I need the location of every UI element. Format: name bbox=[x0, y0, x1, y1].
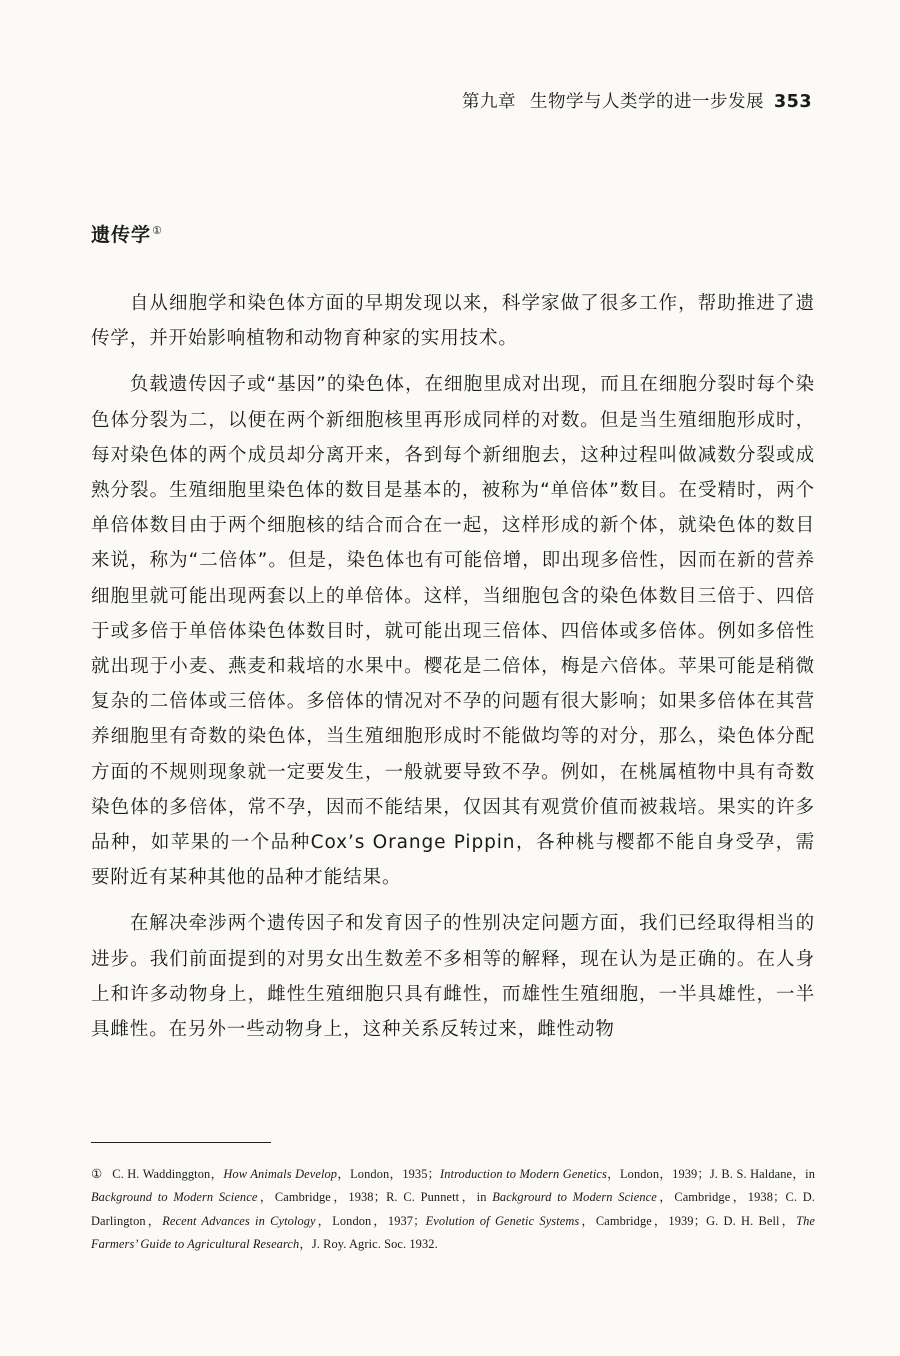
running-header bbox=[0, 88, 812, 113]
footnote bbox=[91, 1163, 815, 1256]
citation-title: Recent Advances in Cytology bbox=[162, 1213, 316, 1228]
paragraph: 自从细胞学和染色体方面的早期发现以来，科学家做了很多工作，帮助推进了遗传学，并开始影响植物和动物育种家的实用技术。 bbox=[91, 293, 815, 350]
citation-text: C. H. Waddinggton， bbox=[112, 1167, 224, 1181]
footnote-text bbox=[91, 1167, 815, 1251]
citation-title: How Animals Develop bbox=[223, 1167, 338, 1181]
citation-title: Introduction to Modern Genetics bbox=[440, 1167, 607, 1181]
chapter-label: 第九章 bbox=[461, 92, 516, 112]
body-text bbox=[91, 286, 815, 1047]
citation-text: ，Cambridge，1938；R. C. Punnett，in bbox=[257, 1190, 493, 1205]
citation-title: Evolution of Genetic Systems bbox=[425, 1213, 580, 1228]
citation-title: The Farmers’ Guide to Agricultural Research bbox=[91, 1213, 815, 1251]
citation-text: ，London，1935； bbox=[337, 1167, 440, 1181]
citation-title: Background to Modern Science bbox=[91, 1190, 258, 1205]
footnote-divider bbox=[91, 1142, 271, 1143]
citation-text: ，London，1939；J. B. S. Haldane，in bbox=[606, 1167, 815, 1181]
citation-text: ，London，1937； bbox=[315, 1213, 426, 1228]
citation-text: ，J. Roy. Agric. Soc. 1932. bbox=[299, 1236, 438, 1251]
chapter-title: 生物学与人类学的进一步发展 bbox=[529, 92, 764, 112]
section-heading bbox=[91, 220, 163, 247]
citation-text: ，Cambridge，1938；C. D. Darlington， bbox=[91, 1190, 815, 1228]
paragraph: 负载遗传因子或“基因”的染色体，在细胞里成对出现，而且在细胞分裂时每个染色体分裂为二，以便在两个新细胞核里再形成同样的对数。但是当生殖细胞形成时，每对染色体的两个成员却分离开来，各到每个新细胞去，这种过程叫做减数分裂或成熟分裂。生殖细胞里染色体的数目是基本的，被称为“单倍体”数目。在受精时，两个单倍体数目由于两个细胞核的结合而合在一起，这样形成的新个体，就染色体的数目来说，称为“二倍体”。但是，染色体也有可能倍增，即出现多倍性，因而在新的营养细胞里就可能出现两套以上的单倍体。这样，当细胞包含的染色体数目三倍于、四倍于或多倍于单倍体染色体数目时，就可能出现三倍体、四倍体或多倍体。例如多倍性就出现于小麦、燕麦和栽培的水果中。樱花是二倍体，梅是六倍体。苹果可能是稍微复杂的二倍体或三倍体。多倍体的情况对不孕的问题有很大影响；如果多倍体在其营养细胞里有奇数的染色体，当生殖细胞形成时不能做均等的对分，那么，染色体分配方面的不规则现象就一定要发生，一般就要导致不孕。例如，在桃属植物中具有奇数染色体的多倍体，常不孕，因而不能结果，仅因其有观赏价值而被栽培。果实的许多品种，如苹果的一个品种Cox’s Orange Pippin，各种桃与樱都不能自身受孕，需要附近有某种其他的品种才能结果。 bbox=[91, 374, 815, 889]
citation-text: ，Cambridge，1939；G. D. H. Bell， bbox=[579, 1213, 797, 1228]
page-number: 353 bbox=[773, 92, 812, 112]
section-heading-text: 遗传学 bbox=[91, 224, 152, 246]
footnote-reference[interactable]: ① bbox=[152, 224, 163, 237]
footnote-marker: ① bbox=[91, 1167, 103, 1181]
citation-title: Backgrourd to Modern Science bbox=[492, 1190, 657, 1205]
paragraph: 在解决牵涉两个遗传因子和发育因子的性别决定问题方面，我们已经取得相当的进步。我们前面提到的对男女出生数差不多相等的解释，现在认为是正确的。在人身上和许多动物身上，雌性生殖细胞只具有雌性，而雄性生殖细胞，一半具雄性，一半具雌性。在另外一些动物身上，这种关系反转过来，雌性动物 bbox=[91, 913, 815, 1041]
